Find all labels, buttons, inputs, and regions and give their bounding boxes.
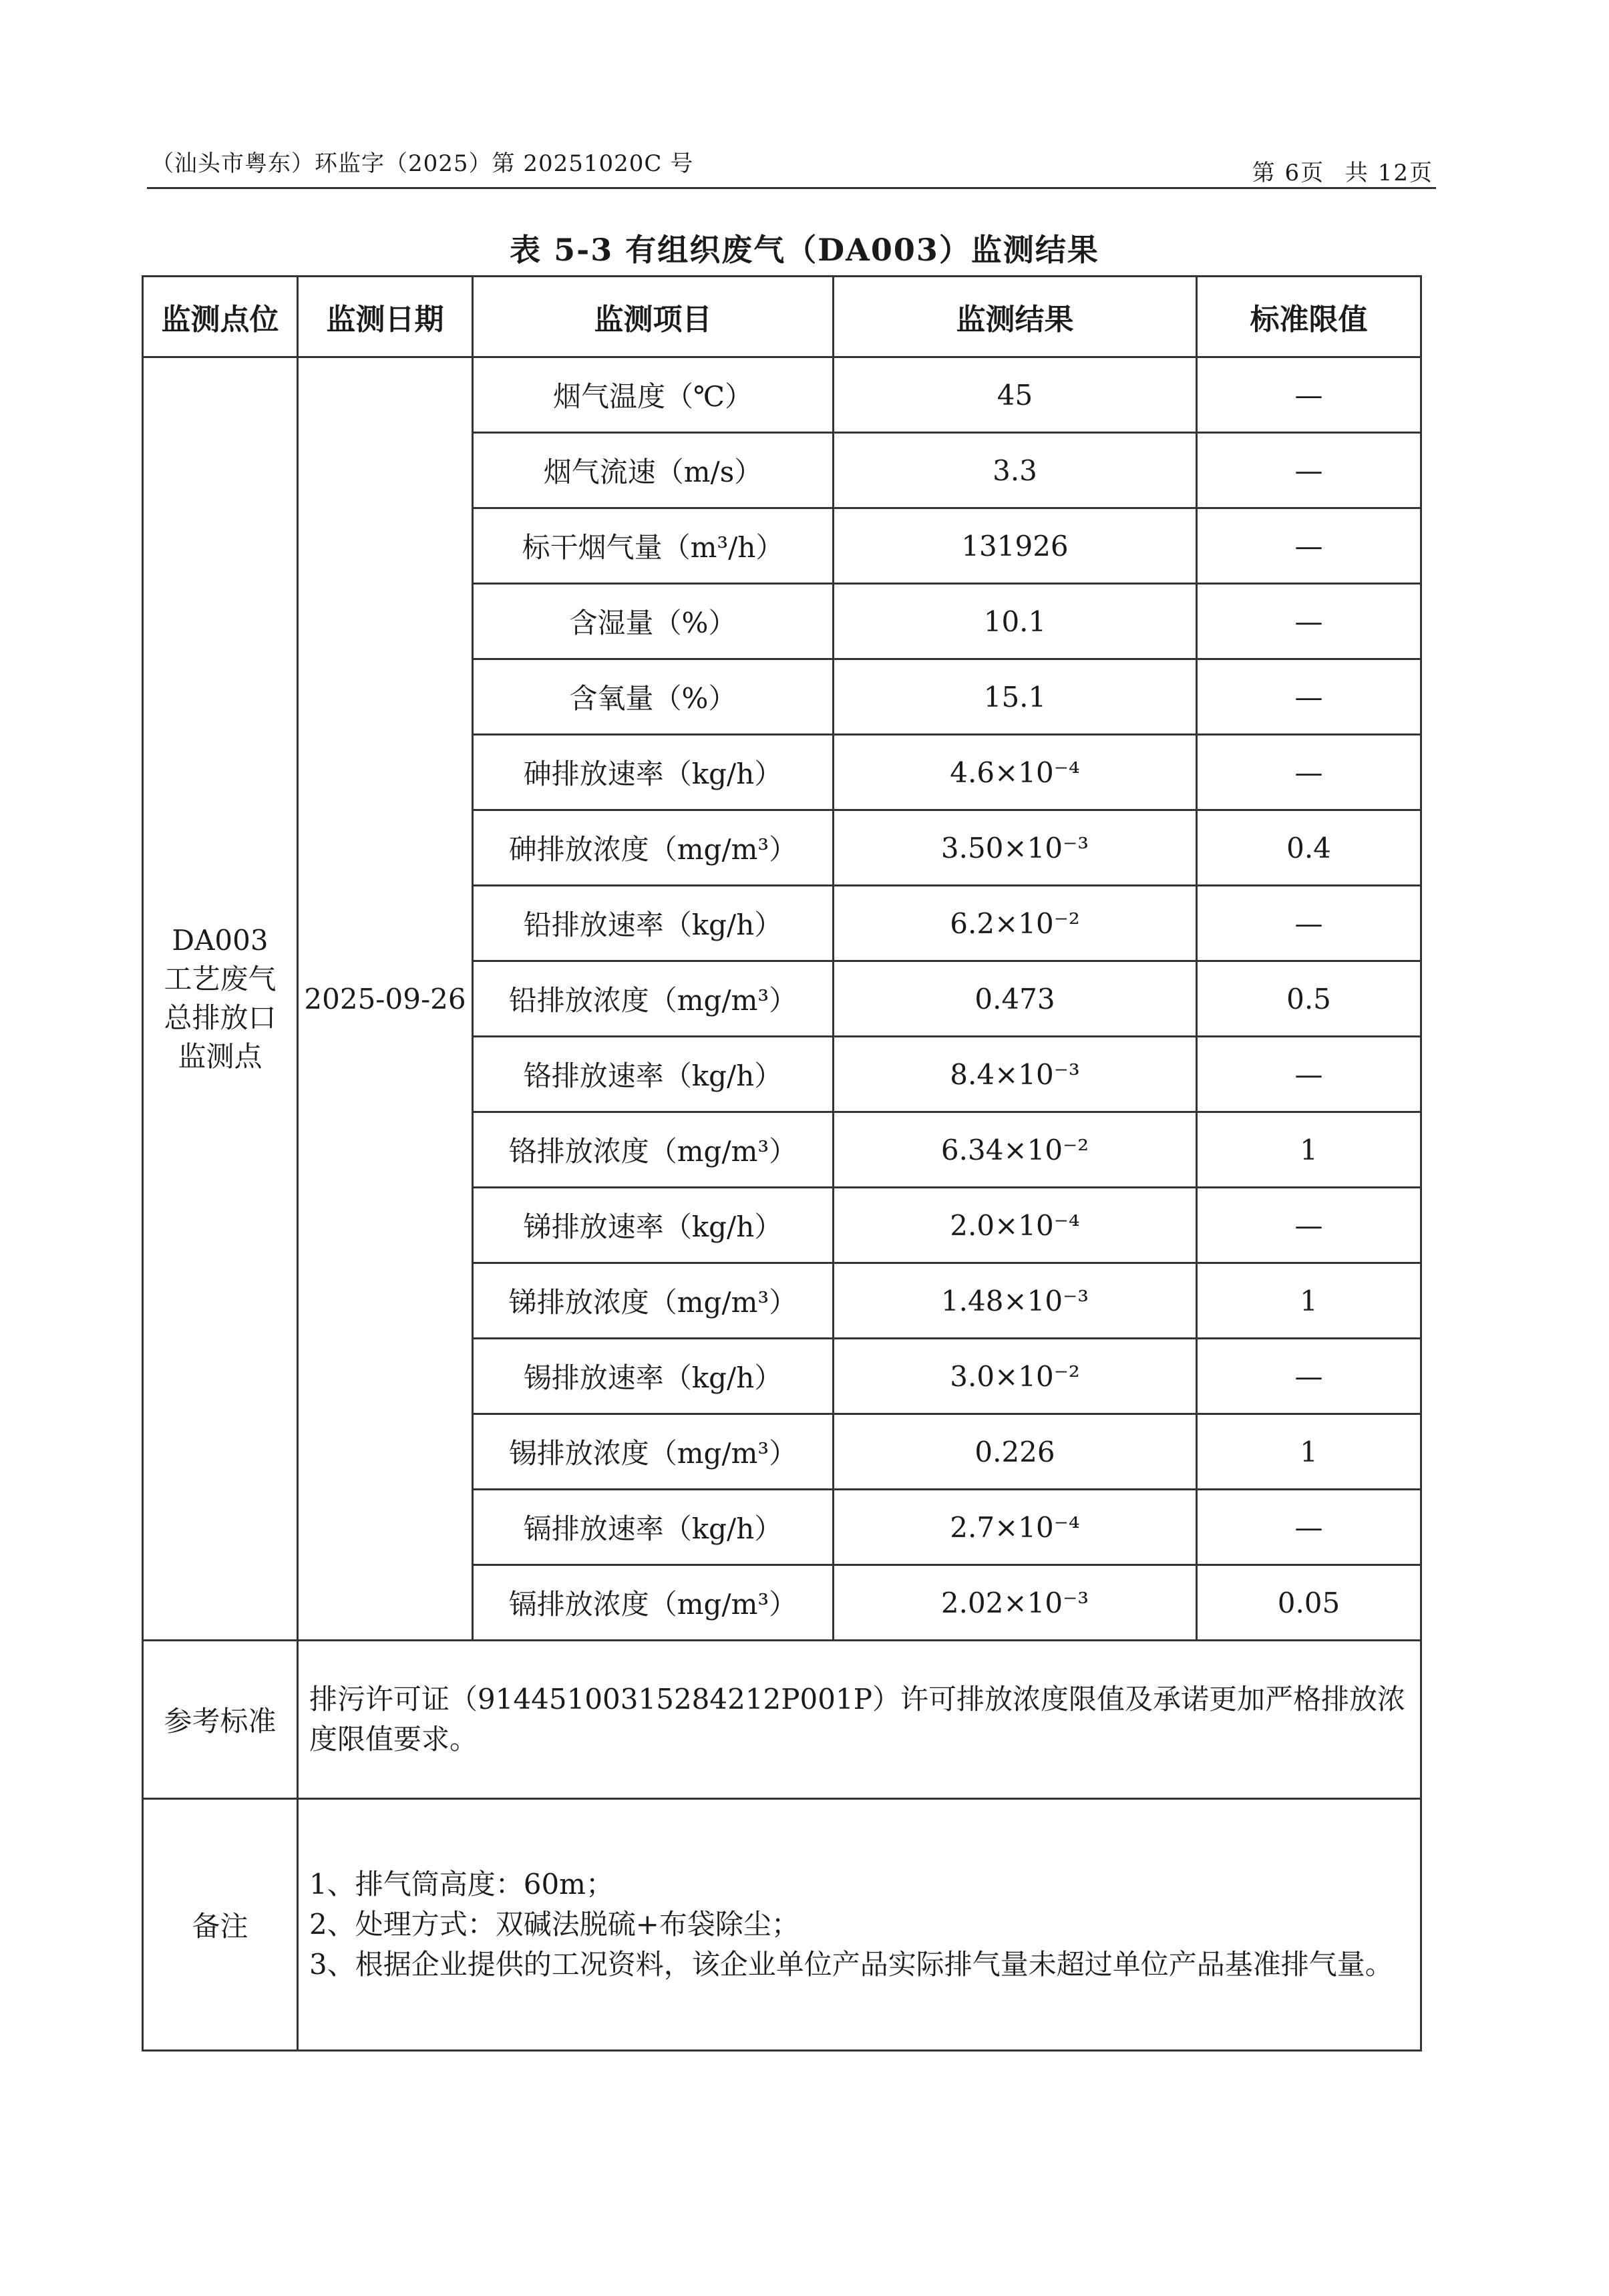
result-cell: 6.34×10⁻² [834, 1112, 1197, 1188]
limit-cell: — [1197, 886, 1421, 961]
document-number: （汕头市粤东）环监字（2025）第 20251020C 号 [151, 150, 694, 177]
table-header-row [143, 277, 1421, 357]
page-number: 第 6页 [1252, 160, 1325, 186]
limit-cell: 0.5 [1197, 961, 1421, 1037]
table-body [143, 357, 1421, 2051]
limit-cell: 1 [1197, 1263, 1421, 1339]
item-cell: 镉排放浓度（mg/m³） [473, 1565, 834, 1641]
remarks-content [298, 1799, 1421, 2051]
reference-standard-row [143, 1641, 1421, 1799]
result-cell: 2.02×10⁻³ [834, 1565, 1197, 1641]
remark-line-2: 2、处理方式：双碱法脱硫+布袋除尘； [309, 1908, 799, 1941]
item-cell: 砷排放速率（kg/h） [473, 735, 834, 810]
result-cell: 1.48×10⁻³ [834, 1263, 1197, 1339]
limit-cell: — [1197, 433, 1421, 508]
reference-label: 参考标准 [143, 1641, 298, 1799]
column-header-result: 监测结果 [834, 277, 1197, 357]
item-cell: 铅排放速率（kg/h） [473, 886, 834, 961]
item-cell: 锑排放浓度（mg/m³） [473, 1263, 834, 1339]
item-cell: 铅排放浓度（mg/m³） [473, 961, 834, 1037]
limit-cell: — [1197, 508, 1421, 584]
limit-cell: — [1197, 357, 1421, 433]
result-cell: 3.0×10⁻² [834, 1339, 1197, 1414]
remarks-label: 备注 [143, 1799, 298, 2051]
column-header-location: 监测点位 [143, 277, 298, 357]
location-line4: 监测点 [178, 1040, 262, 1073]
item-cell: 铬排放浓度（mg/m³） [473, 1112, 834, 1188]
reference-text: 排污许可证（91445100315284212P001P）许可排放浓度限值及承诺更加严格排放浓度限值要求。 [298, 1641, 1421, 1799]
location-cell [143, 357, 298, 1641]
limit-cell: 0.05 [1197, 1565, 1421, 1641]
item-cell: 含氧量（%） [473, 659, 834, 735]
page-header [147, 134, 1436, 189]
location-code: DA003 [172, 924, 269, 957]
limit-cell: — [1197, 1188, 1421, 1263]
result-cell: 10.1 [834, 584, 1197, 659]
item-cell: 锡排放速率（kg/h） [473, 1339, 834, 1414]
column-header-limit: 标准限值 [1197, 277, 1421, 357]
result-cell: 2.7×10⁻⁴ [834, 1490, 1197, 1565]
result-cell: 6.2×10⁻² [834, 886, 1197, 961]
table-row [143, 357, 1421, 433]
limit-cell: 1 [1197, 1414, 1421, 1490]
table-title: 表 5-3 有组织废气（DA003）监测结果 [510, 232, 1099, 268]
total-pages: 共 12页 [1345, 160, 1433, 186]
limit-cell: 0.4 [1197, 810, 1421, 886]
result-cell: 8.4×10⁻³ [834, 1037, 1197, 1112]
item-cell: 镉排放速率（kg/h） [473, 1490, 834, 1565]
item-cell: 烟气温度（℃） [473, 357, 834, 433]
limit-cell: — [1197, 584, 1421, 659]
result-cell: 4.6×10⁻⁴ [834, 735, 1197, 810]
result-cell: 45 [834, 357, 1197, 433]
remark-line-1: 1、排气筒高度：60m； [309, 1868, 614, 1901]
result-cell: 3.50×10⁻³ [834, 810, 1197, 886]
item-cell: 铬排放速率（kg/h） [473, 1037, 834, 1112]
item-cell: 标干烟气量（m³/h） [473, 508, 834, 584]
result-cell: 131926 [834, 508, 1197, 584]
location-line2: 工艺废气 [164, 963, 277, 995]
result-cell: 0.473 [834, 961, 1197, 1037]
column-header-date: 监测日期 [298, 277, 473, 357]
limit-cell: — [1197, 1339, 1421, 1414]
item-cell: 砷排放浓度（mg/m³） [473, 810, 834, 886]
column-header-item: 监测项目 [473, 277, 834, 357]
item-cell: 锑排放速率（kg/h） [473, 1188, 834, 1263]
limit-cell: 1 [1197, 1112, 1421, 1188]
monitoring-results-table [142, 275, 1422, 2052]
page-indicator [1240, 154, 1433, 187]
result-cell: 0.226 [834, 1414, 1197, 1490]
remark-line-3: 3、根据企业提供的工况资料，该企业单位产品实际排气量未超过单位产品基准排气量。 [309, 1948, 1393, 1981]
limit-cell: — [1197, 1490, 1421, 1565]
result-cell: 2.0×10⁻⁴ [834, 1188, 1197, 1263]
result-cell: 3.3 [834, 433, 1197, 508]
limit-cell: — [1197, 735, 1421, 810]
item-cell: 锡排放浓度（mg/m³） [473, 1414, 834, 1490]
item-cell: 烟气流速（m/s） [473, 433, 834, 508]
remarks-row [143, 1799, 1421, 2051]
date-cell: 2025-09-26 [298, 357, 473, 1641]
item-cell: 含湿量（%） [473, 584, 834, 659]
limit-cell: — [1197, 1037, 1421, 1112]
location-line3: 总排放口 [164, 1001, 277, 1034]
limit-cell: — [1197, 659, 1421, 735]
result-cell: 15.1 [834, 659, 1197, 735]
